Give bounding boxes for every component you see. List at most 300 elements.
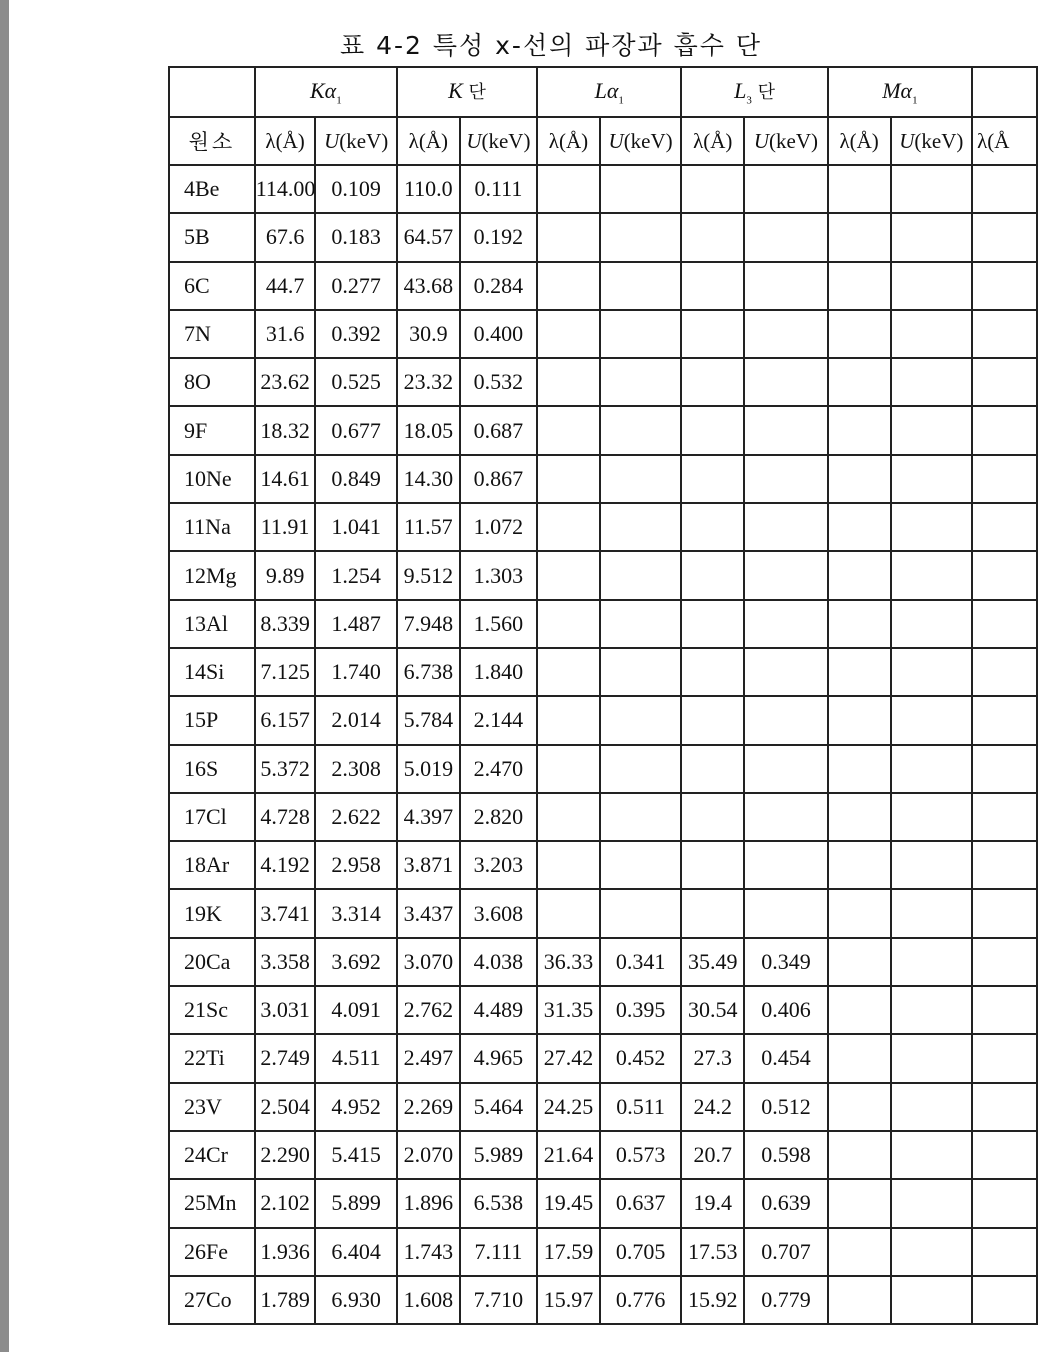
energy-cell: 0.849 xyxy=(315,455,397,503)
cutoff-cell xyxy=(972,793,1037,841)
energy-cell xyxy=(744,696,828,744)
cutoff-cell xyxy=(972,551,1037,599)
table-row xyxy=(169,889,1037,937)
wavelength-cell xyxy=(828,841,891,889)
energy-cell xyxy=(891,648,973,696)
wavelength-cell: 1.896 xyxy=(397,1179,460,1227)
wavelength-cell: 2.269 xyxy=(397,1083,460,1131)
wavelength-cell xyxy=(681,745,744,793)
wavelength-cell xyxy=(828,1276,891,1324)
energy-cell xyxy=(891,310,973,358)
header-lambda: λ(Å) xyxy=(828,117,891,165)
energy-cell xyxy=(891,1131,973,1179)
wavelength-cell: 35.49 xyxy=(681,938,744,986)
wavelength-cell: 1.743 xyxy=(397,1228,460,1276)
energy-cell xyxy=(891,406,973,454)
cutoff-cell xyxy=(972,938,1037,986)
wavelength-cell xyxy=(681,406,744,454)
element-cell: 24Cr xyxy=(169,1131,255,1179)
wavelength-cell xyxy=(537,841,600,889)
table-row xyxy=(169,1083,1037,1131)
energy-cell: 4.038 xyxy=(460,938,537,986)
energy-cell: 0.277 xyxy=(315,262,397,310)
cutoff-cell xyxy=(972,503,1037,551)
header-lambda: λ(Å) xyxy=(397,117,460,165)
group-header-ka1: $K\alpha_1$ xyxy=(255,67,397,117)
energy-cell: 4.091 xyxy=(315,986,397,1034)
wavelength-cell: 6.157 xyxy=(255,696,316,744)
wavelength-cell: 9.89 xyxy=(255,551,316,599)
wavelength-cell: 23.62 xyxy=(255,358,316,406)
energy-cell: 0.525 xyxy=(315,358,397,406)
cutoff-cell xyxy=(972,600,1037,648)
energy-cell: 2.622 xyxy=(315,793,397,841)
table-row xyxy=(169,1131,1037,1179)
wavelength-cell xyxy=(537,503,600,551)
energy-cell: 0.512 xyxy=(744,1083,828,1131)
wavelength-cell: 2.762 xyxy=(397,986,460,1034)
header-lambda: λ(Å) xyxy=(537,117,600,165)
wavelength-cell: 7.948 xyxy=(397,600,460,648)
wavelength-cell xyxy=(537,648,600,696)
energy-cell: 4.965 xyxy=(460,1034,537,1082)
wavelength-cell xyxy=(828,648,891,696)
wavelength-cell xyxy=(681,648,744,696)
element-cell: 5B xyxy=(169,213,255,261)
energy-cell: 0.111 xyxy=(460,165,537,213)
table-row xyxy=(169,310,1037,358)
energy-cell xyxy=(600,503,682,551)
wavelength-cell xyxy=(537,745,600,793)
element-cell: 9F xyxy=(169,406,255,454)
wavelength-cell xyxy=(681,358,744,406)
wavelength-cell: 15.97 xyxy=(537,1276,600,1324)
energy-cell xyxy=(600,406,682,454)
wavelength-cell: 2.070 xyxy=(397,1131,460,1179)
wavelength-cell: 9.512 xyxy=(397,551,460,599)
table-title: 표 4-2 특성 x-선의 파장과 흡수 단 xyxy=(340,31,762,60)
element-cell: 22Ti xyxy=(169,1034,255,1082)
energy-cell: 0.284 xyxy=(460,262,537,310)
energy-cell: 7.111 xyxy=(460,1228,537,1276)
energy-cell: 0.341 xyxy=(600,938,682,986)
wavelength-cell xyxy=(537,262,600,310)
cutoff-cell xyxy=(972,406,1037,454)
wavelength-cell: 24.2 xyxy=(681,1083,744,1131)
energy-cell: 0.705 xyxy=(600,1228,682,1276)
energy-cell xyxy=(600,648,682,696)
wavelength-cell: 114.00 xyxy=(255,165,316,213)
energy-cell: 4.511 xyxy=(315,1034,397,1082)
wavelength-cell: 1.936 xyxy=(255,1228,316,1276)
energy-cell xyxy=(744,841,828,889)
wavelength-cell xyxy=(681,841,744,889)
wavelength-cell xyxy=(828,793,891,841)
table-row xyxy=(169,648,1037,696)
energy-cell xyxy=(744,406,828,454)
energy-cell: 4.952 xyxy=(315,1083,397,1131)
energy-cell: 6.930 xyxy=(315,1276,397,1324)
wavelength-cell xyxy=(681,165,744,213)
cutoff-cell xyxy=(972,841,1037,889)
wavelength-cell xyxy=(681,551,744,599)
energy-cell xyxy=(744,503,828,551)
wavelength-cell: 27.3 xyxy=(681,1034,744,1082)
energy-cell: 0.776 xyxy=(600,1276,682,1324)
energy-cell xyxy=(891,1228,973,1276)
energy-cell xyxy=(891,213,973,261)
wavelength-cell xyxy=(828,310,891,358)
wavelength-cell xyxy=(681,696,744,744)
energy-cell xyxy=(744,551,828,599)
cutoff-cell xyxy=(972,1083,1037,1131)
cutoff-cell xyxy=(972,648,1037,696)
energy-cell: 1.487 xyxy=(315,600,397,648)
element-cell: 10Ne xyxy=(169,455,255,503)
wavelength-cell: 4.397 xyxy=(397,793,460,841)
wavelength-cell xyxy=(828,358,891,406)
column-header-row xyxy=(169,117,1037,165)
wavelength-cell xyxy=(828,986,891,1034)
wavelength-cell: 44.7 xyxy=(255,262,316,310)
wavelength-cell: 27.42 xyxy=(537,1034,600,1082)
scan-left-edge xyxy=(0,0,9,1352)
cutoff-cell xyxy=(972,213,1037,261)
energy-cell xyxy=(600,600,682,648)
header-u-kev: U(keV) xyxy=(600,117,682,165)
energy-cell xyxy=(600,455,682,503)
wavelength-cell xyxy=(828,889,891,937)
table-row xyxy=(169,986,1037,1034)
wavelength-cell xyxy=(828,455,891,503)
energy-cell: 2.308 xyxy=(315,745,397,793)
energy-cell xyxy=(744,262,828,310)
energy-cell: 5.415 xyxy=(315,1131,397,1179)
table-row xyxy=(169,213,1037,261)
table-container xyxy=(168,66,1010,1332)
energy-cell: 0.867 xyxy=(460,455,537,503)
energy-cell xyxy=(600,262,682,310)
wavelength-cell xyxy=(537,310,600,358)
energy-cell xyxy=(891,600,973,648)
wavelength-cell xyxy=(537,696,600,744)
wavelength-cell xyxy=(537,213,600,261)
element-cell: 4Be xyxy=(169,165,255,213)
wavelength-cell xyxy=(828,262,891,310)
wavelength-cell xyxy=(681,889,744,937)
energy-cell xyxy=(744,358,828,406)
energy-cell xyxy=(744,745,828,793)
wavelength-cell: 4.728 xyxy=(255,793,316,841)
energy-cell: 0.687 xyxy=(460,406,537,454)
energy-cell xyxy=(891,745,973,793)
table-row xyxy=(169,841,1037,889)
element-cell: 12Mg xyxy=(169,551,255,599)
energy-cell: 1.303 xyxy=(460,551,537,599)
cutoff-cell xyxy=(972,1179,1037,1227)
table-row xyxy=(169,1179,1037,1227)
wavelength-cell xyxy=(537,358,600,406)
energy-cell xyxy=(600,889,682,937)
wavelength-cell: 43.68 xyxy=(397,262,460,310)
wavelength-cell: 6.738 xyxy=(397,648,460,696)
energy-cell xyxy=(744,889,828,937)
cutoff-cell xyxy=(972,262,1037,310)
wavelength-cell xyxy=(828,1131,891,1179)
wavelength-cell: 14.30 xyxy=(397,455,460,503)
wavelength-cell: 5.372 xyxy=(255,745,316,793)
wavelength-cell xyxy=(537,600,600,648)
energy-cell: 1.560 xyxy=(460,600,537,648)
wavelength-cell: 1.608 xyxy=(397,1276,460,1324)
cutoff-cell xyxy=(972,696,1037,744)
table-row xyxy=(169,793,1037,841)
element-cell: 14Si xyxy=(169,648,255,696)
energy-cell xyxy=(744,793,828,841)
header-lambda: λ(Å) xyxy=(681,117,744,165)
energy-cell: 0.639 xyxy=(744,1179,828,1227)
wavelength-cell xyxy=(681,455,744,503)
wavelength-cell: 2.102 xyxy=(255,1179,316,1227)
energy-cell xyxy=(600,745,682,793)
element-cell: 11Na xyxy=(169,503,255,551)
wavelength-cell xyxy=(681,793,744,841)
wavelength-cell: 24.25 xyxy=(537,1083,600,1131)
wavelength-cell: 3.031 xyxy=(255,986,316,1034)
energy-cell: 0.454 xyxy=(744,1034,828,1082)
energy-cell: 0.392 xyxy=(315,310,397,358)
table-row xyxy=(169,1034,1037,1082)
table-row xyxy=(169,503,1037,551)
table-row xyxy=(169,358,1037,406)
wavelength-cell: 31.6 xyxy=(255,310,316,358)
wavelength-cell xyxy=(537,793,600,841)
wavelength-cell xyxy=(828,696,891,744)
element-cell: 18Ar xyxy=(169,841,255,889)
table-row xyxy=(169,1228,1037,1276)
table-row xyxy=(169,262,1037,310)
energy-cell: 0.598 xyxy=(744,1131,828,1179)
wavelength-cell xyxy=(681,213,744,261)
wavelength-cell xyxy=(537,551,600,599)
energy-cell: 1.041 xyxy=(315,503,397,551)
wavelength-cell: 3.741 xyxy=(255,889,316,937)
energy-cell: 1.840 xyxy=(460,648,537,696)
energy-cell: 3.203 xyxy=(460,841,537,889)
energy-cell: 2.958 xyxy=(315,841,397,889)
wavelength-cell: 19.45 xyxy=(537,1179,600,1227)
header-u-kev: U(keV) xyxy=(744,117,828,165)
wavelength-cell: 18.32 xyxy=(255,406,316,454)
wavelength-cell: 3.358 xyxy=(255,938,316,986)
table-row xyxy=(169,455,1037,503)
energy-cell: 1.072 xyxy=(460,503,537,551)
xray-wavelength-table xyxy=(168,66,1038,1325)
wavelength-cell: 20.7 xyxy=(681,1131,744,1179)
wavelength-cell xyxy=(681,310,744,358)
energy-cell xyxy=(744,213,828,261)
cutoff-cell xyxy=(972,358,1037,406)
cutoff-cell xyxy=(972,165,1037,213)
wavelength-cell: 36.33 xyxy=(537,938,600,986)
energy-cell: 0.511 xyxy=(600,1083,682,1131)
wavelength-cell xyxy=(828,1179,891,1227)
wavelength-cell: 2.749 xyxy=(255,1034,316,1082)
energy-cell xyxy=(744,648,828,696)
table-row xyxy=(169,1276,1037,1324)
element-cell: 6C xyxy=(169,262,255,310)
energy-cell: 0.109 xyxy=(315,165,397,213)
energy-cell xyxy=(891,1034,973,1082)
wavelength-cell xyxy=(681,262,744,310)
energy-cell: 3.692 xyxy=(315,938,397,986)
wavelength-cell: 17.59 xyxy=(537,1228,600,1276)
element-cell: 13Al xyxy=(169,600,255,648)
wavelength-cell xyxy=(828,406,891,454)
table-row xyxy=(169,938,1037,986)
energy-cell xyxy=(600,793,682,841)
energy-cell xyxy=(891,503,973,551)
energy-cell xyxy=(744,455,828,503)
energy-cell: 2.014 xyxy=(315,696,397,744)
wavelength-cell xyxy=(828,600,891,648)
wavelength-cell: 30.54 xyxy=(681,986,744,1034)
energy-cell xyxy=(891,1179,973,1227)
element-cell: 17Cl xyxy=(169,793,255,841)
energy-cell xyxy=(600,696,682,744)
wavelength-cell: 3.437 xyxy=(397,889,460,937)
wavelength-cell: 11.91 xyxy=(255,503,316,551)
energy-cell: 7.710 xyxy=(460,1276,537,1324)
energy-cell: 3.608 xyxy=(460,889,537,937)
group-header-row xyxy=(169,67,1037,117)
wavelength-cell xyxy=(537,406,600,454)
energy-cell xyxy=(600,551,682,599)
wavelength-cell: 5.019 xyxy=(397,745,460,793)
energy-cell: 5.899 xyxy=(315,1179,397,1227)
wavelength-cell: 64.57 xyxy=(397,213,460,261)
cutoff-cell xyxy=(972,1034,1037,1082)
energy-cell xyxy=(891,262,973,310)
cutoff-cell xyxy=(972,310,1037,358)
energy-cell: 6.538 xyxy=(460,1179,537,1227)
wavelength-cell xyxy=(828,551,891,599)
wavelength-cell xyxy=(828,1228,891,1276)
wavelength-cell xyxy=(828,1083,891,1131)
wavelength-cell: 19.4 xyxy=(681,1179,744,1227)
element-cell: 21Sc xyxy=(169,986,255,1034)
energy-cell xyxy=(891,793,973,841)
energy-cell: 2.470 xyxy=(460,745,537,793)
energy-cell xyxy=(891,165,973,213)
cutoff-cell xyxy=(972,889,1037,937)
energy-cell: 2.820 xyxy=(460,793,537,841)
group-header-cutoff xyxy=(972,67,1037,117)
energy-cell xyxy=(891,986,973,1034)
energy-cell: 0.395 xyxy=(600,986,682,1034)
wavelength-cell: 5.784 xyxy=(397,696,460,744)
energy-cell: 0.349 xyxy=(744,938,828,986)
energy-cell: 0.406 xyxy=(744,986,828,1034)
wavelength-cell: 8.339 xyxy=(255,600,316,648)
element-cell: 27Co xyxy=(169,1276,255,1324)
energy-cell: 0.677 xyxy=(315,406,397,454)
energy-cell xyxy=(600,165,682,213)
element-cell: 15P xyxy=(169,696,255,744)
element-cell: 8O xyxy=(169,358,255,406)
energy-cell: 6.404 xyxy=(315,1228,397,1276)
cutoff-cell xyxy=(972,455,1037,503)
wavelength-cell: 2.290 xyxy=(255,1131,316,1179)
wavelength-cell: 2.504 xyxy=(255,1083,316,1131)
element-cell: 26Fe xyxy=(169,1228,255,1276)
wavelength-cell: 3.070 xyxy=(397,938,460,986)
energy-cell: 0.573 xyxy=(600,1131,682,1179)
wavelength-cell xyxy=(828,1034,891,1082)
wavelength-cell xyxy=(681,600,744,648)
energy-cell xyxy=(744,310,828,358)
energy-cell xyxy=(600,213,682,261)
energy-cell xyxy=(891,1276,973,1324)
wavelength-cell: 3.871 xyxy=(397,841,460,889)
energy-cell: 0.183 xyxy=(315,213,397,261)
energy-cell xyxy=(891,358,973,406)
cutoff-cell xyxy=(972,1228,1037,1276)
energy-cell: 2.144 xyxy=(460,696,537,744)
table-row xyxy=(169,551,1037,599)
wavelength-cell: 18.05 xyxy=(397,406,460,454)
table-body xyxy=(169,165,1037,1324)
energy-cell: 0.707 xyxy=(744,1228,828,1276)
header-u-kev: U(keV) xyxy=(891,117,973,165)
group-header-ma1: $M\alpha_1$ xyxy=(828,67,972,117)
wavelength-cell xyxy=(828,165,891,213)
table-row xyxy=(169,165,1037,213)
element-cell: 7N xyxy=(169,310,255,358)
wavelength-cell: 4.192 xyxy=(255,841,316,889)
table-row xyxy=(169,600,1037,648)
energy-cell xyxy=(744,165,828,213)
element-cell: 20Ca xyxy=(169,938,255,986)
wavelength-cell: 31.35 xyxy=(537,986,600,1034)
wavelength-cell: 17.53 xyxy=(681,1228,744,1276)
energy-cell: 0.400 xyxy=(460,310,537,358)
wavelength-cell: 21.64 xyxy=(537,1131,600,1179)
wavelength-cell: 15.92 xyxy=(681,1276,744,1324)
group-header-l3-edge: $L_3$ 단 xyxy=(681,67,827,117)
energy-cell: 0.532 xyxy=(460,358,537,406)
table-row xyxy=(169,406,1037,454)
cutoff-cell xyxy=(972,1276,1037,1324)
energy-cell: 0.637 xyxy=(600,1179,682,1227)
wavelength-cell: 110.0 xyxy=(397,165,460,213)
header-lambda-partial: λ(Å xyxy=(972,117,1037,165)
energy-cell xyxy=(891,455,973,503)
cutoff-cell xyxy=(972,1131,1037,1179)
energy-cell xyxy=(891,841,973,889)
group-header-k-edge: K 단 xyxy=(397,67,537,117)
header-u-kev: U(keV) xyxy=(460,117,537,165)
wavelength-cell xyxy=(828,745,891,793)
group-header-la1: $L\alpha_1$ xyxy=(537,67,681,117)
energy-cell xyxy=(891,1083,973,1131)
table-row xyxy=(169,696,1037,744)
wavelength-cell: 14.61 xyxy=(255,455,316,503)
wavelength-cell xyxy=(828,213,891,261)
energy-cell: 0.779 xyxy=(744,1276,828,1324)
wavelength-cell xyxy=(537,455,600,503)
energy-cell: 5.989 xyxy=(460,1131,537,1179)
